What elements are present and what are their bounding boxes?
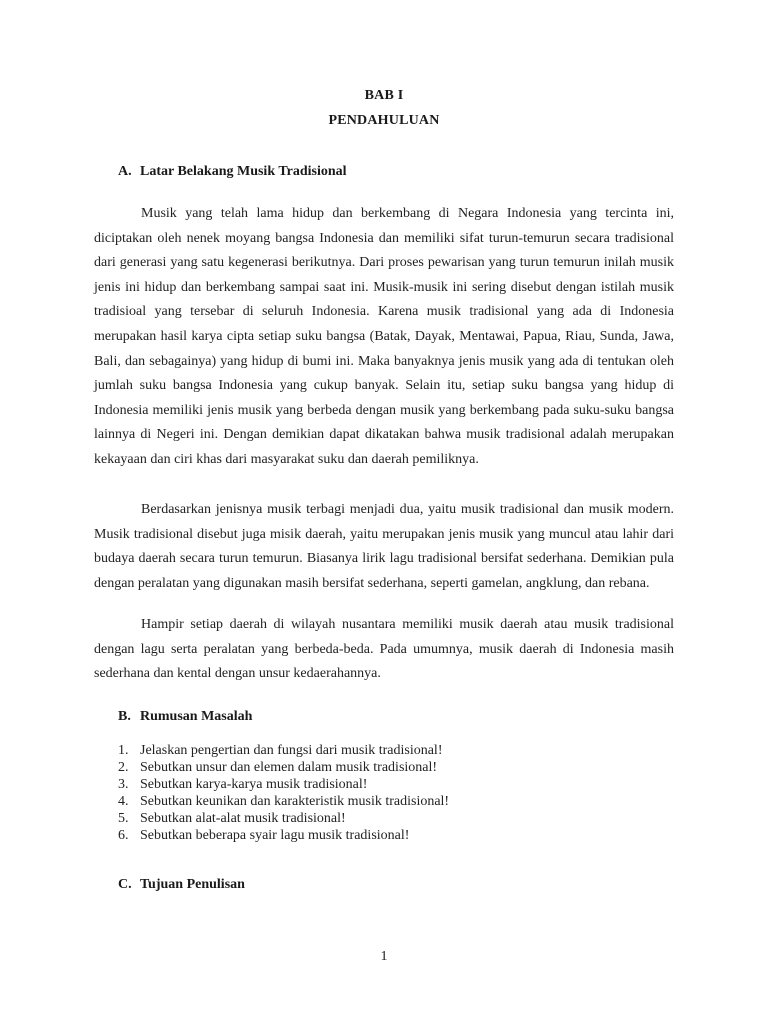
page-number: 1: [380, 949, 388, 964]
paragraph-text: Berdasarkan jenisnya musik terbagi menjadi dua, yaitu musik tradisional dan musik modern. Musik tradisional disebut juga misik daerah, yaitu merupakan jenis musik yang muncul atau lahir dari budaya daerah secara turun temurun. Biasanya lirik lagu tradisional bersifat sederhana. Demikian pula dengan peralatan yang digunakan masih bersifat sederhana, seperti gamelan, angklung, dan rebana.: [94, 502, 674, 591]
list-item: [118, 827, 449, 844]
section-title: Latar Belakang Musik Tradisional: [140, 164, 347, 179]
problem-list: [118, 742, 449, 844]
section-letter: A.: [118, 164, 132, 179]
section-heading-a: [118, 164, 347, 180]
list-item: [118, 793, 449, 810]
list-item: [118, 742, 449, 759]
list-text: Jelaskan pengertian dan fungsi dari musik tradisional!: [140, 743, 443, 758]
section-letter: B.: [118, 709, 131, 724]
list-text: Sebutkan karya-karya musik tradisional!: [140, 777, 368, 792]
section-heading-b: [118, 709, 252, 725]
list-number: 5.: [118, 811, 129, 826]
list-item: [118, 810, 449, 827]
list-text: Sebutkan alat-alat musik tradisional!: [140, 811, 346, 826]
list-number: 2.: [118, 760, 129, 775]
chapter-subtitle: PENDAHULUAN: [328, 113, 440, 128]
section-title: Rumusan Masalah: [140, 709, 253, 724]
chapter-title: BAB I: [364, 88, 404, 103]
list-number: 1.: [118, 743, 129, 758]
paragraph: [94, 202, 674, 473]
list-number: 3.: [118, 777, 129, 792]
paragraph-text: Musik yang telah lama hidup dan berkembang di Negara Indonesia yang tercinta ini, diciptakan oleh nenek moyang bangsa Indonesia dan memiliki sifat turun-temurun secara tradisional dari generasi yang satu kegenerasi berikutnya. Dari proses pewarisan yang turun temurun inilah musik jenis ini hidup dan berkembang sampai saat ini. Musik-musik ini sering disebut dengan istilah musik tradisioal yang tersebar di seluruh Indonesia. Karena musik tradisional yang ada di Indonesia merupakan hasil karya cipta setiap suku bangsa (Batak, Dayak, Mentawai, Papua, Riau, Sunda, Jawa, Bali, dan sebagainya) yang hidup di bumi ini. Maka banyaknya jenis musik yang ada di tentukan oleh jumlah suku bangsa Indonesia yang cukup banyak. Selain itu, setiap suku bangsa yang hidup di Indonesia memiliki jenis musik yang berbeda dengan musik yang berkembang pada suku-suku bangsa lainnya di Negeri ini. Dengan demikian dapat dikatakan bahwa musik tradisional adalah merupakan kekayaan dan ciri khas dari masyarakat suku dan daerah pemiliknya.: [94, 206, 674, 467]
list-number: 4.: [118, 794, 129, 809]
list-item: [118, 776, 449, 793]
list-text: Sebutkan beberapa syair lagu musik tradisional!: [140, 828, 410, 843]
section-letter: C.: [118, 877, 132, 892]
section-title: Tujuan Penulisan: [140, 877, 245, 892]
paragraph-text: Hampir setiap daerah di wilayah nusantara memiliki musik daerah atau musik tradisional dengan lagu serta peralatan yang berbeda-beda. Pada umumnya, musik daerah di Indonesia masih sederhana dan kental dengan unsur kedaerahannya.: [94, 617, 674, 682]
paragraph: [94, 498, 674, 596]
list-text: Sebutkan keunikan dan karakteristik musik tradisional!: [140, 794, 450, 809]
section-heading-c: [118, 877, 245, 893]
list-item: [118, 759, 449, 776]
list-number: 6.: [118, 828, 129, 843]
paragraph: [94, 613, 674, 687]
list-text: Sebutkan unsur dan elemen dalam musik tradisional!: [140, 760, 438, 775]
